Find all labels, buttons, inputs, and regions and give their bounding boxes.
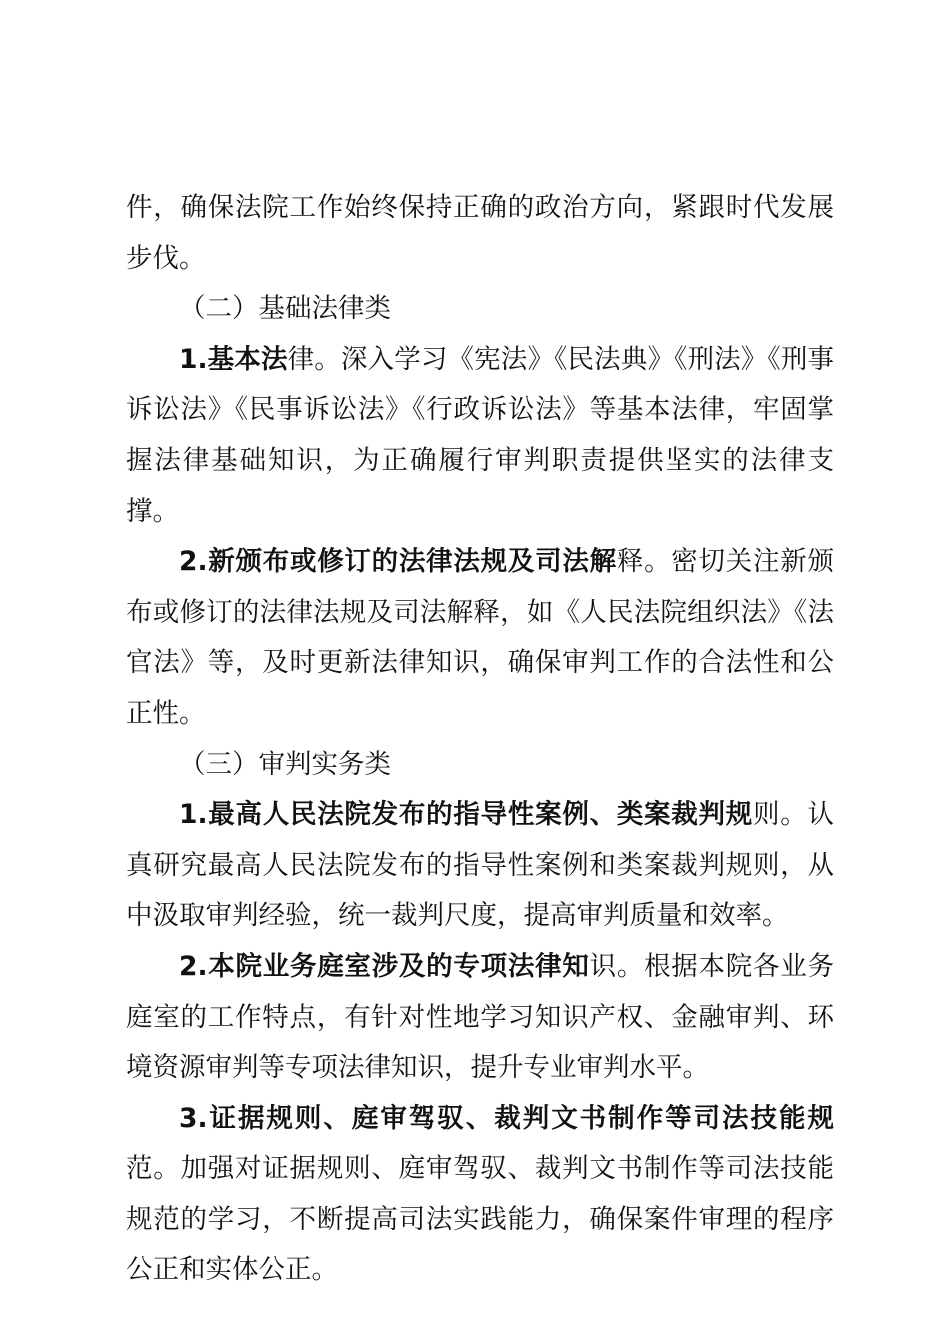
document-body xyxy=(126,183,834,1296)
paragraph-text: 释。密切关注新颁布或修订的法律法规及司法解释，如《人民法院组织法》《法官法》等，及时更新法律知识，确保审判工作的合法性和公正性。 xyxy=(126,546,834,729)
paragraph-lead: 2.新颁布或修订的法律法规及司法解 xyxy=(179,546,617,578)
paragraph-judicial-skills xyxy=(126,1094,834,1296)
paragraph-lead: 1.最高人民法院发布的指导性案例、类案裁判规 xyxy=(179,799,754,831)
paragraph-new-laws xyxy=(126,537,834,739)
paragraph-text: 范。加强对证据规则、庭审驾驭、裁判文书制作等司法技能规范的学习，不断提高司法实践能力，确保案件审理的程序公正和实体公正。 xyxy=(126,1153,834,1286)
paragraph-basic-law xyxy=(126,335,834,537)
section-heading-trial-practice xyxy=(126,740,834,791)
paragraph-special-knowledge xyxy=(126,942,834,1094)
paragraph-lead: 2.本院业务庭室涉及的专项法律知 xyxy=(179,950,590,982)
paragraph-text: 则。认真研究最高人民法院发布的指导性案例和类案裁判规则，从中汲取审判经验，统一裁判尺度，提高审判质量和效率。 xyxy=(126,799,834,932)
paragraph-guiding-cases xyxy=(126,790,834,942)
heading-text: （二）基础法律类 xyxy=(179,293,391,325)
paragraph-lead: 1.基本法 xyxy=(179,343,288,375)
paragraph-text: 识。根据本院各业务庭室的工作特点，有针对性地学习知识产权、金融审判、环境资源审判等专项法律知识，提升专业审判水平。 xyxy=(126,950,835,1084)
section-heading-basic-law xyxy=(126,284,834,335)
paragraph-lead: 3.证据规则、庭审驾驭、裁判文书制作等司法技能规 xyxy=(179,1102,834,1134)
paragraph-text: 律。深入学习《宪法》《民法典》《刑法》《刑事诉讼法》《民事诉讼法》《行政诉讼法》等基本法律，牢固掌握法律基础知识，为正确履行审判职责提供坚实的法律支撑。 xyxy=(126,343,834,527)
heading-text: （三）审判实务类 xyxy=(179,748,391,780)
paragraph-continuation xyxy=(126,183,834,284)
paragraph-text: 件，确保法院工作始终保持正确的政治方向，紧跟时代发展步伐。 xyxy=(126,192,834,274)
